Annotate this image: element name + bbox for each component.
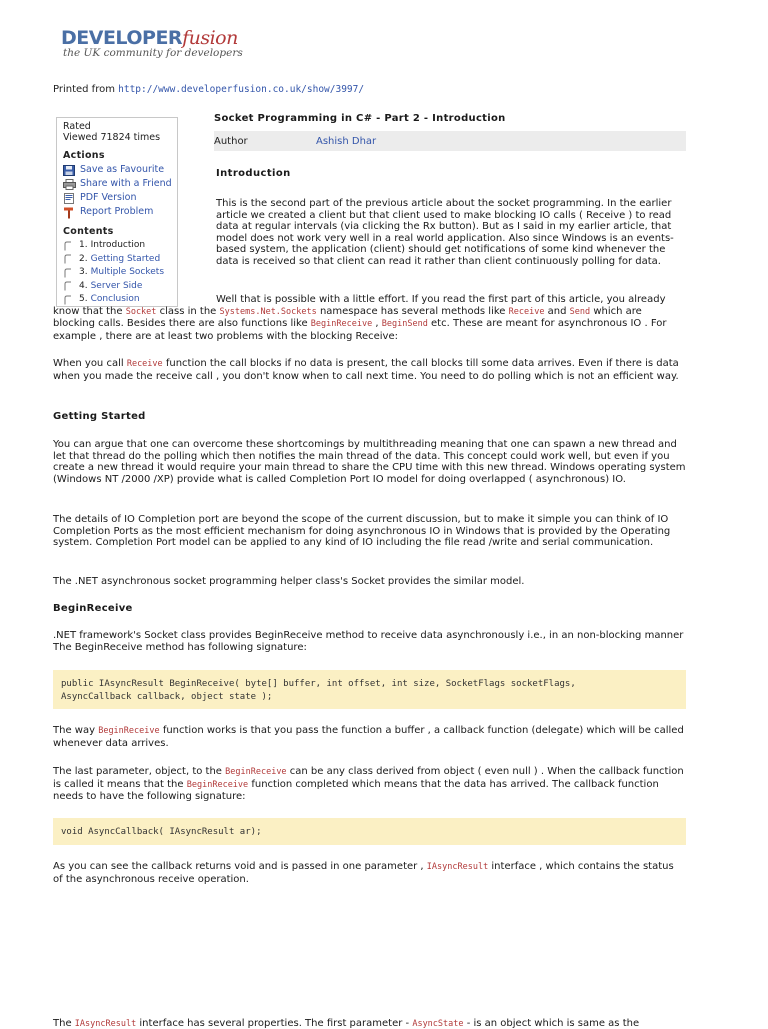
paragraph: The details of IO Completion port are beyond the scope of the current discussion, but to make it simple you can think of IO Completion Ports as the most efficient mechanism for doing asynchronous IO in Windows that is provided by the Operating system. Completion Port model can be applied to any kind of IO including the file read /write and serial communication.: [53, 514, 671, 549]
code-block-asynccallback-signature: void AsyncCallback( IAsyncResult ar);: [53, 818, 686, 845]
author-label: Author: [214, 135, 248, 147]
section-heading-introduction: Introduction: [216, 168, 291, 179]
printer-icon: [63, 179, 76, 190]
paragraph: The way BeginReceive function works is that you pass the function a buffer , a callback function (delegate) which will be called whenever data arrives.: [53, 725, 684, 749]
paragraph: Well that is possible with a little effort. If you read the first part of this article, you already know that the Socket class in the Systems.Net.Sockets namespace has several methods like Receive and Send which are blocking calls. Besides there are also functions like BeginReceive , BeginSend etc. These are meant for asynchronous IO . For example , there are at least two problems with the blocking Receive:: [53, 294, 667, 342]
article-sidebar: [56, 117, 178, 307]
logo-wordmark: DEVELOPERfusion: [61, 27, 238, 49]
share-friend-link[interactable]: Share with a Friend: [63, 177, 177, 191]
paragraph: The last parameter, object, to the BeginReceive can be any class derived from object ( even null ) . When the callback function is called it means that the BeginReceive function completed which means that the data has arrived. The callback function needs to have the following signature:: [53, 766, 684, 803]
paragraph: .NET framework's Socket class provides BeginReceive method to receive data asynchronously i.e., in an non-blocking manner The BeginReceive method has following signature:: [53, 630, 684, 653]
paragraph: The .NET asynchronous socket programming helper class's Socket provides the similar model.: [53, 576, 525, 587]
actions-heading: Actions: [63, 150, 105, 161]
contents-item-getting-started[interactable]: 2. Getting Started: [63, 253, 177, 267]
printed-from-label: Printed from: [53, 84, 115, 95]
printed-from: [53, 84, 364, 95]
paragraph: As you can see the callback returns void and is passed in one parameter , IAsyncResult interface , which contains the status of the asynchronous receive operation.: [53, 861, 674, 885]
contents-item-server-side[interactable]: 4. Server Side: [63, 280, 177, 294]
contents-item-multiple-sockets[interactable]: 3. Multiple Sockets: [63, 266, 177, 280]
page-icon: [63, 268, 73, 278]
report-problem-link[interactable]: Report Problem: [63, 205, 177, 219]
pin-icon: [63, 207, 76, 218]
page-icon: [63, 281, 73, 291]
code-block-beginreceive-signature: public IAsyncResult BeginReceive( byte[] buffer, int offset, int size, SocketFlags socketFlags, AsyncCallback callback, object state );: [53, 670, 686, 709]
author-row: [214, 131, 686, 151]
view-count: Viewed 71824 times: [63, 132, 161, 143]
logo-tagline: the UK community for developers: [63, 47, 243, 59]
section-heading-beginreceive: BeginReceive: [53, 603, 133, 614]
pdf-icon: [63, 193, 76, 204]
save-icon: [63, 165, 76, 176]
section-heading-getting-started: Getting Started: [53, 411, 146, 422]
site-logo[interactable]: [61, 27, 243, 59]
page-icon: [63, 241, 73, 251]
contents-heading: Contents: [63, 226, 114, 237]
save-favourite-link[interactable]: Save as Favourite: [63, 163, 177, 177]
clipped-paragraph: The IAsyncResult interface has several properties. The first parameter - AsyncState - is an object which is same as the: [53, 1018, 640, 1029]
pdf-version-link[interactable]: PDF Version: [63, 191, 177, 205]
paragraph: When you call Receive function the call blocks if no data is present, the call blocks till some data arrives. Even if there is data when you made the receive call , you don't know when to call next time. You need to do polling which is not an efficient way.: [53, 358, 679, 382]
rating-label: Rated: [63, 121, 91, 132]
contents-item-introduction: 1. Introduction: [63, 239, 177, 253]
author-link[interactable]: Ashish Dhar: [316, 135, 377, 147]
source-url-link[interactable]: http://www.developerfusion.co.uk/show/3997/: [118, 84, 365, 95]
page-icon: [63, 254, 73, 264]
article-title: Socket Programming in C# - Part 2 - Introduction: [214, 113, 506, 124]
contents-item-conclusion[interactable]: 5. Conclusion: [63, 293, 177, 307]
paragraph: This is the second part of the previous article about the socket programming. In the earlier article we created a client but that client used to make blocking IO calls ( Receive ) to read data at regular intervals (via clicking the Rx button). But as I said in my earlier article, that model does not work very well in a real world application. Also since Windows is an events-based system, the application (client) should get notifications of some kind whenever the data is received so that client can read it rather than client continuously polling for data.: [216, 198, 674, 267]
paragraph: You can argue that one can overcome these shortcomings by multithreading meaning that one can spawn a new thread and let that thread do the polling which then notifies the main thread of the data. This concept could work well, but even if you create a new thread it would require your main thread to share the CPU time with this new thread. Windows operating system (Windows NT /2000 /XP) provide what is called Completion Port IO model for doing overlapped ( asynchronous) IO.: [53, 439, 686, 485]
